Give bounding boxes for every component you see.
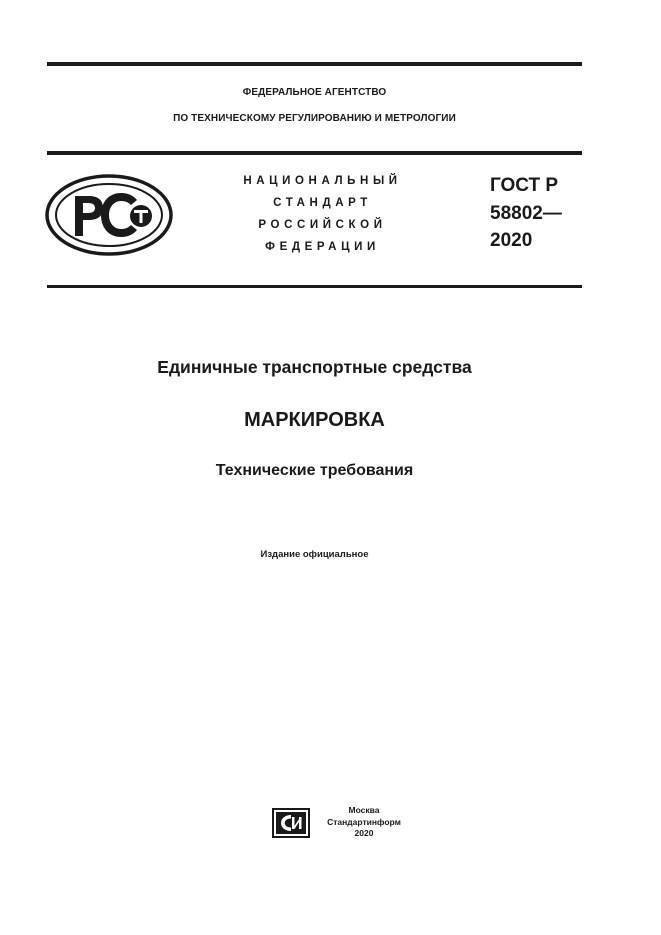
publisher-name: Стандартинформ — [327, 816, 401, 827]
edition-label: Издание официальное — [260, 549, 369, 560]
publisher-city: Москва — [348, 805, 380, 815]
document-title: Единичные транспортные средства — [157, 357, 472, 377]
publisher-block — [318, 805, 410, 840]
document-subtitle: Технические требования — [215, 462, 414, 479]
top-rule — [47, 62, 582, 66]
standard-type-line-2: СТАНДАРТ — [273, 197, 372, 209]
designation-line-1: ГОСТ Р — [490, 175, 559, 196]
standard-type-line-4: ФЕДЕРАЦИИ — [265, 241, 380, 253]
standard-type-line-3: РОССИЙСКОЙ — [258, 219, 387, 231]
publisher-year: 2020 — [354, 828, 374, 838]
title-block-rule — [47, 285, 582, 288]
standard-designation — [490, 172, 590, 255]
agency-line-1: ФЕДЕРАЛЬНОЕ АГЕНТСТВО — [242, 87, 387, 98]
header-rule — [47, 151, 582, 155]
agency-line-2: ПО ТЕХНИЧЕСКОМУ РЕГУЛИРОВАНИЮ И МЕТРОЛОГИИ — [173, 113, 456, 124]
rst-conformity-mark-icon — [45, 174, 173, 256]
designation-line-3: 2020 — [490, 230, 533, 251]
standartinform-logo-icon — [272, 808, 310, 838]
standard-type-line-1: НАЦИОНАЛЬНЫЙ — [243, 175, 402, 187]
standard-type-block — [210, 170, 435, 258]
designation-line-2: 58802— — [490, 202, 562, 224]
document-subject: МАРКИРОВКА — [244, 409, 385, 431]
